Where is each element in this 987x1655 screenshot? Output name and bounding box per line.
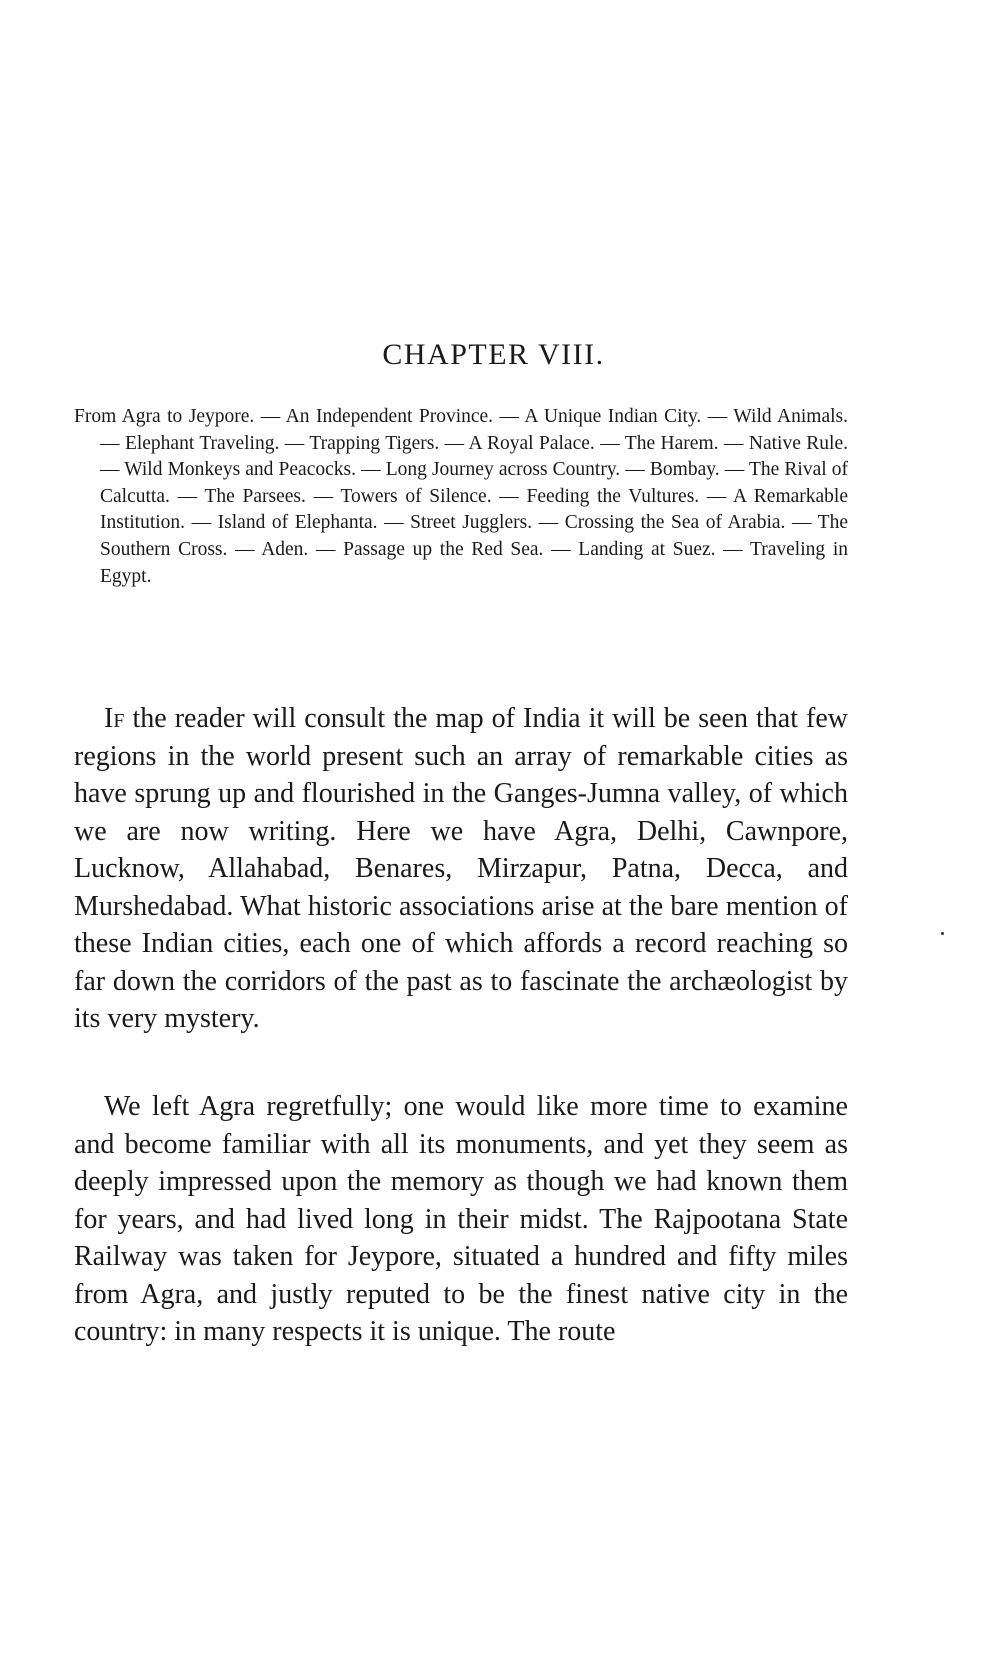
paragraph-1: [74, 700, 848, 1038]
chapter-synopsis: From Agra to Jeypore. — An Independent Province. — A Unique Indian City. — Wild Animals. — Elephant Traveling. — Trapping Tigers. — A Royal Palace. — The Harem. — Native Rule. — Wild Monkeys and Peacocks. — Long Journey across Country. — Bombay. — The Rival of Calcutta. — The Parsees. — Towers of Silence. — Feeding the Vultures. — A Remarkable Institution. — Island of Elephanta. — Street Jugglers. — Crossing the Sea of Arabia. — The Southern Cross. — Aden. — Passage up the Red Sea. — Landing at Suez. — Traveling in Egypt.: [74, 406, 848, 587]
paragraph-lead-word: If: [104, 703, 125, 734]
paragraph-1-text: the reader will consult the map of India it will be seen that few regions in the world present such an array of remarkable cities as have sprung up and flourished in the Ganges-Jumna valley, of which we are now writing. Here we have Agra, Delhi, Cawnpore, Lucknow, Allahabad, Benares, Mirzapur, Patna, Decca, and Murshedabad. What historic associations arise at the bare mention of these Indian cities, each one of which affords a record reaching so far down the corridors of the past as to fascinate the archæologist by its very mystery.: [74, 703, 848, 1034]
margin-speck: [941, 932, 944, 935]
paragraph-2: We left Agra regretfully; one would like more time to examine and become familiar with all its monuments, and yet they seem as deeply impressed upon the memory as though we had known them for years, and had lived long in their midst. The Rajpootana State Railway was taken for Jeypore, situated a hundred and fifty miles from Agra, and justly reputed to be the finest native city in the country: in many respects it is unique. The route: [74, 1091, 848, 1347]
chapter-heading: CHAPTER VIII.: [382, 338, 605, 371]
